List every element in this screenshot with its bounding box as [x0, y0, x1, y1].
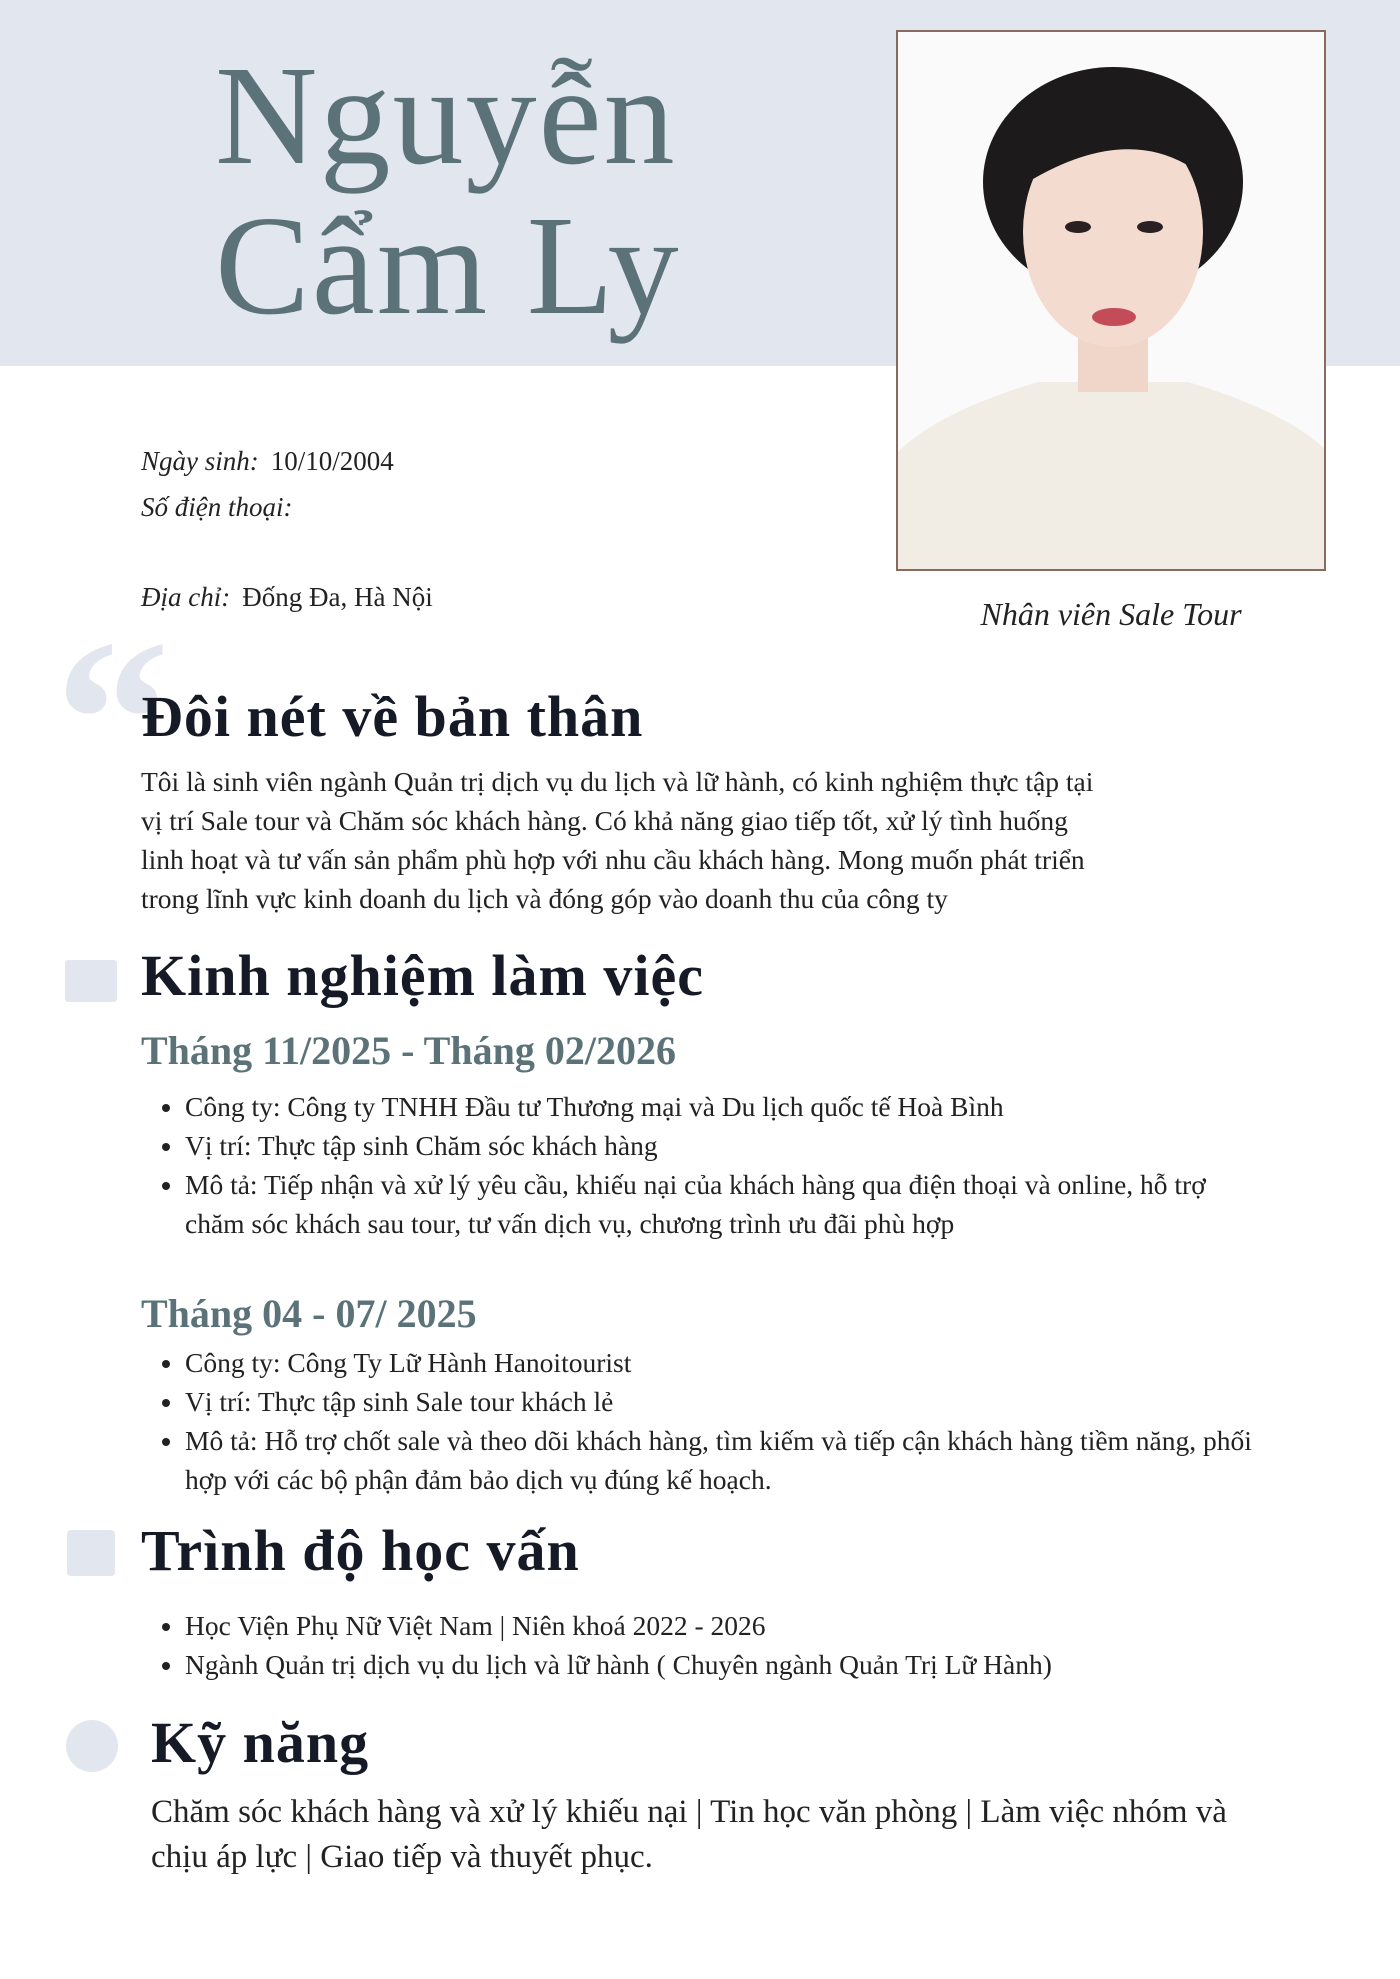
- name-line-1: Nguyễn: [215, 36, 677, 194]
- education-item: • Học Viện Phụ Nữ Việt Nam | Niên khoá 2022 - 2026: [185, 1606, 1265, 1645]
- school-icon: [67, 1530, 115, 1576]
- experience-heading: Kinh nghiệm làm việc: [141, 943, 704, 1008]
- job-title: Nhân viên Sale Tour: [980, 596, 1242, 632]
- dob-row: [141, 446, 394, 477]
- about-text: [141, 762, 1271, 918]
- dob-value: 10/10/2004: [270, 446, 394, 476]
- job-position: • Vị trí: Thực tập sinh Sale tour khách lẻ: [185, 1382, 1265, 1421]
- name-line-2: Cẩm Ly: [215, 186, 681, 344]
- address-row: [141, 582, 433, 613]
- address-value: Đống Đa, Hà Nội: [242, 582, 433, 612]
- education-heading: Trình độ học vấn: [141, 1518, 580, 1583]
- phone-label: Số điện thoại:: [141, 492, 293, 522]
- job-details: [185, 1087, 1265, 1243]
- job-description: • Mô tả: Tiếp nhận và xử lý yêu cầu, khiếu nại của khách hàng qua điện thoại và online, hỗ trợ chăm sóc khách sau tour, tư vấn dịch vụ, chương trình ưu đãi phù hợp: [185, 1165, 1265, 1243]
- about-line: trong lĩnh vực kinh doanh du lịch và đóng góp vào doanh thu của công ty: [141, 883, 948, 914]
- skills-icon: [66, 1720, 118, 1772]
- dob-label: Ngày sinh:: [141, 446, 259, 476]
- job-description: • Mô tả: Hỗ trợ chốt sale và theo dõi khách hàng, tìm kiếm và tiếp cận khách hàng tiềm năng, phối hợp với các bộ phận đảm bảo dịch vụ đúng kế hoạch.: [185, 1421, 1265, 1499]
- about-heading: Đôi nét về bản thân: [141, 684, 644, 749]
- job-company: • Công ty: Công Ty Lữ Hành Hanoitourist: [185, 1343, 1265, 1382]
- briefcase-icon: [65, 960, 117, 1002]
- quote-icon: “: [55, 592, 170, 847]
- profile-photo: [896, 30, 1326, 571]
- phone-row: [141, 492, 304, 523]
- job-company: • Công ty: Công ty TNHH Đầu tư Thương mại và Du lịch quốc tế Hoà Bình: [185, 1087, 1265, 1126]
- about-line: Tôi là sinh viên ngành Quản trị dịch vụ du lịch và lữ hành, có kinh nghiệm thực tập tại: [141, 766, 1094, 797]
- job-details: [185, 1343, 1265, 1499]
- skills-text: Chăm sóc khách hàng và xử lý khiếu nại | Tin học văn phòng | Làm việc nhóm và chịu áp lực | Giao tiếp và thuyết phục.: [151, 1794, 1227, 1875]
- education-list: [185, 1606, 1265, 1684]
- about-line: vị trí Sale tour và Chăm sóc khách hàng. Có khả năng giao tiếp tốt, xử lý tình huống: [141, 805, 1068, 836]
- job-period: Tháng 04 - 07/ 2025: [141, 1291, 477, 1336]
- full-name: [215, 36, 681, 344]
- skills-heading: Kỹ năng: [151, 1710, 370, 1775]
- job-period: Tháng 11/2025 - Tháng 02/2026: [141, 1028, 676, 1073]
- address-label: Địa chỉ:: [141, 582, 231, 612]
- job-position: • Vị trí: Thực tập sinh Chăm sóc khách hàng: [185, 1126, 1265, 1165]
- education-item: • Ngành Quản trị dịch vụ du lịch và lữ hành ( Chuyên ngành Quản Trị Lữ Hành): [185, 1645, 1265, 1684]
- about-line: linh hoạt và tư vấn sản phẩm phù hợp với nhu cầu khách hàng. Mong muốn phát triển: [141, 844, 1085, 875]
